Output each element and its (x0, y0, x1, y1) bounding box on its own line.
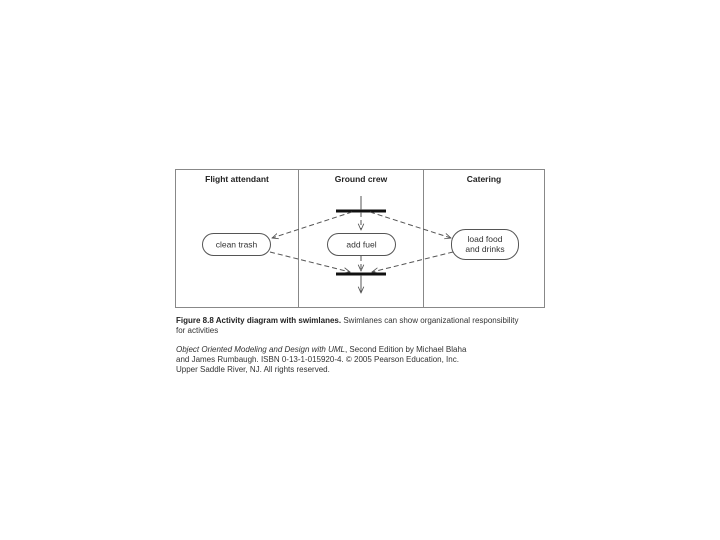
lane-header-ground-crew: Ground crew (334, 174, 388, 184)
caption-line-1 (176, 316, 548, 326)
caption-text-line1: Swimlanes can show organizational responsibility (343, 316, 519, 325)
caption-text-line2: for activities (176, 326, 219, 335)
credit-line-1 (176, 345, 548, 355)
credit-line-3: Upper Saddle River, NJ. All rights reserved. (176, 365, 330, 374)
activity-clean-trash-label: clean trash (215, 239, 258, 250)
credit-book-title: Object Oriented Modeling and Design with UML (176, 345, 345, 354)
figure-caption (176, 316, 548, 336)
copyright-credit (176, 345, 548, 375)
caption-figure-label: Figure 8.8 Activity diagram with swimlanes. (176, 316, 342, 325)
activity-add-fuel-label: add fuel (346, 239, 377, 250)
credit-line1-rest: , Second Edition by Michael Blaha (344, 345, 467, 354)
activity-load-food-label-line2: and drinks (465, 244, 505, 254)
lane-header-catering: Catering (466, 174, 502, 184)
activity-load-food-label-line1: load food (467, 234, 503, 244)
lane-header-flight-attendant: Flight attendant (205, 174, 269, 184)
credit-line-2: and James Rumbaugh. ISBN 0-13-1-015920-4. © 2005 Pearson Education, Inc. (176, 355, 459, 364)
